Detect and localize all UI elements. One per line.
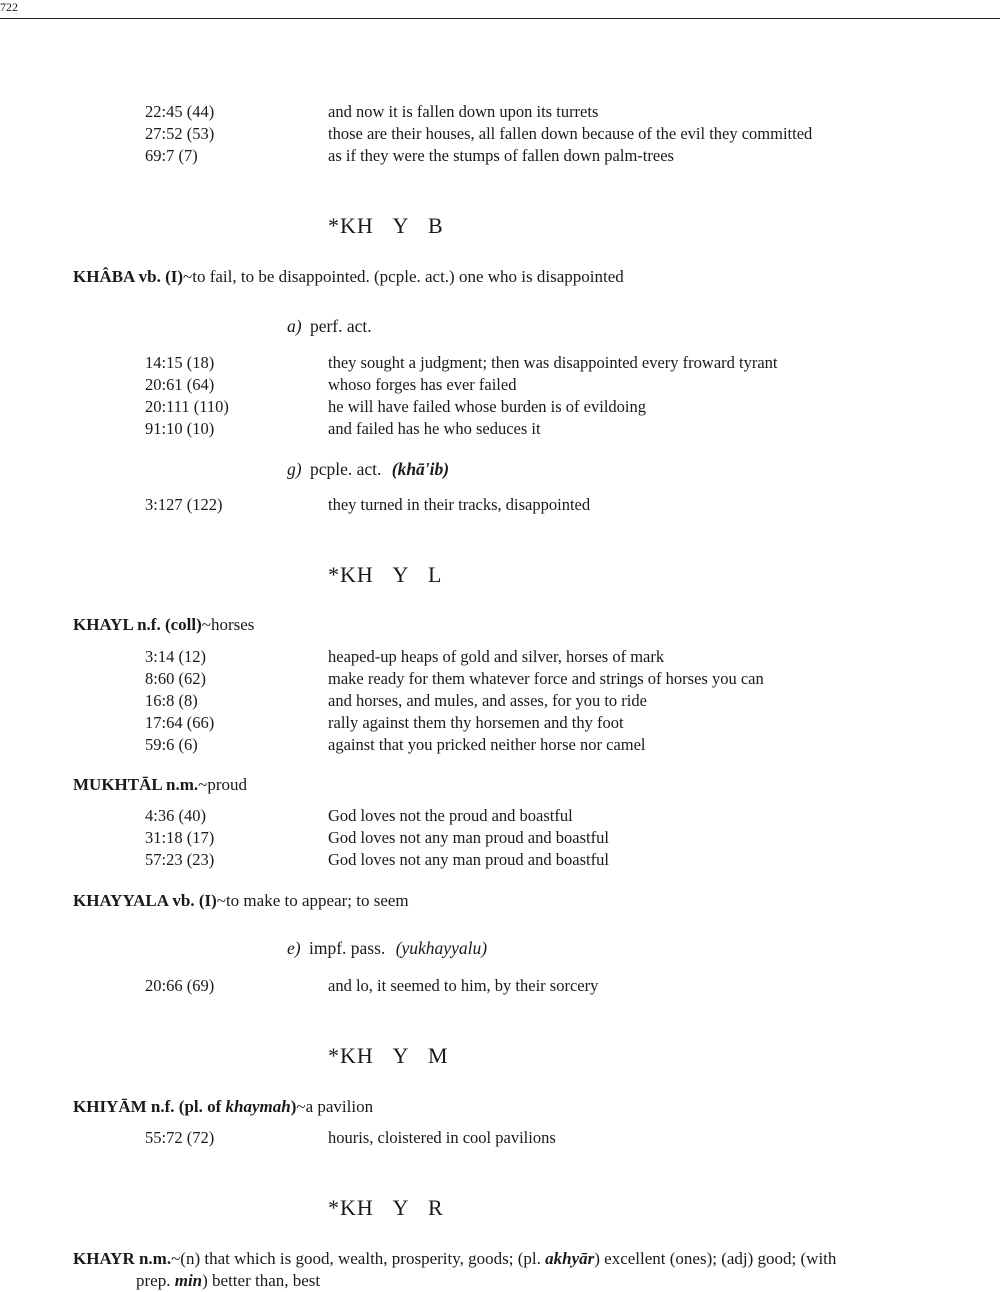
verse-ref: 27:52 (53) — [145, 124, 215, 143]
verse-row — [0, 805, 1000, 827]
verse-ref: 20:61 (64) — [145, 375, 215, 394]
header-rule — [0, 18, 1000, 19]
verse-ref: 14:15 (18) — [145, 353, 215, 372]
verse-text: God loves not any man proud and boastful — [328, 850, 609, 869]
verse-row — [0, 712, 1000, 734]
entry-definition: ~a pavilion — [296, 1097, 374, 1116]
entry-khiyam — [73, 1096, 373, 1118]
verse-text: heaped-up heaps of gold and silver, horses of mark — [328, 647, 665, 666]
verse-text: they turned in their tracks, disappointed — [328, 495, 591, 514]
verse-ref: 20:66 (69) — [145, 976, 215, 995]
verse-ref: 55:72 (72) — [145, 1128, 215, 1147]
verse-text: against that you pricked neither horse nor camel — [328, 735, 646, 754]
verse-text: and now it is fallen down upon its turrets — [328, 102, 599, 121]
entry-mukhtal — [73, 774, 247, 796]
verse-text: God loves not the proud and boastful — [328, 806, 573, 825]
subsection-letter: e) — [287, 938, 301, 958]
subsection-label: impf. pass. — [308, 938, 386, 958]
verse-row — [0, 975, 1000, 997]
entry-headword-italic: khaymah — [225, 1097, 291, 1116]
verse-row — [0, 849, 1000, 871]
verse-text: rally against them thy horsemen and thy foot — [328, 713, 624, 732]
verse-row — [0, 646, 1000, 668]
entry-definition-italic: akhyār — [545, 1249, 595, 1268]
entry-headword-close: ) — [290, 1097, 297, 1116]
root-heading-khyb: *KH Y B — [328, 213, 444, 238]
verse-ref: 69:7 (7) — [145, 146, 198, 165]
verse-row — [0, 734, 1000, 756]
entry-definition-cont: ) excellent (ones); (adj) good; (with — [594, 1249, 837, 1268]
verse-ref: 8:60 (62) — [145, 669, 206, 688]
verse-row — [0, 668, 1000, 690]
subsection-pcple-act — [287, 459, 449, 480]
verse-ref: 16:8 (8) — [145, 691, 198, 710]
root-heading-khyr: *KH Y R — [328, 1195, 444, 1220]
entry-definition: ~proud — [198, 775, 248, 794]
entry-definition: ~(n) that which is good, wealth, prosperity, goods; (pl. — [171, 1249, 546, 1268]
verse-ref: 57:23 (23) — [145, 850, 215, 869]
verse-row — [0, 374, 1000, 396]
entry-headword: MUKHTĀL n.m. — [73, 775, 199, 794]
entry-khaba — [73, 266, 624, 288]
verse-row — [0, 690, 1000, 712]
verse-text: those are their houses, all fallen down because of the evil they committed — [328, 124, 813, 143]
verse-ref: 31:18 (17) — [145, 828, 215, 847]
verse-row — [0, 101, 1000, 123]
subsection-letter: g) — [287, 459, 302, 479]
verse-ref: 20:111 (110) — [145, 397, 229, 416]
entry-definition: ~to fail, to be disappointed. (pcple. act.) one who is disappointed — [183, 267, 624, 286]
verse-row — [0, 352, 1000, 374]
verse-text: whoso forges has ever failed — [328, 375, 517, 394]
entry-headword: KHAYR n.m. — [73, 1249, 172, 1268]
verse-ref: 22:45 (44) — [145, 102, 215, 121]
verse-row — [0, 123, 1000, 145]
entry-headword: KHIYĀM n.f. (pl. of — [73, 1097, 226, 1116]
verse-row — [0, 494, 1000, 516]
verse-ref: 3:14 (12) — [145, 647, 206, 666]
verse-row — [0, 418, 1000, 440]
verse-row — [0, 827, 1000, 849]
page-number: 722 — [0, 0, 18, 14]
entry-khayyala — [73, 890, 409, 912]
entry-definition-line2-italic: min — [174, 1271, 203, 1290]
entry-definition-line2-end: ) better than, best — [202, 1271, 321, 1290]
verse-ref: 4:36 (40) — [145, 806, 206, 825]
subsection-label: perf. act. — [309, 316, 372, 336]
verse-row — [0, 145, 1000, 167]
entry-khayr — [73, 1248, 836, 1270]
verse-row — [0, 1127, 1000, 1149]
verse-text: God loves not any man proud and boastful — [328, 828, 609, 847]
verse-text: make ready for them whatever force and strings of horses you can — [328, 669, 764, 688]
verse-text: and lo, it seemed to him, by their sorcery — [328, 976, 599, 995]
verse-row — [0, 396, 1000, 418]
entry-definition-line2: prep. — [136, 1271, 175, 1290]
verse-ref: 3:127 (122) — [145, 495, 223, 514]
subsection-transliteration: (yukhayyalu) — [395, 938, 488, 958]
verse-ref: 59:6 (6) — [145, 735, 198, 754]
subsection-letter: a) — [287, 316, 302, 336]
entry-khayr-continuation — [136, 1270, 320, 1292]
entry-khayl — [73, 614, 254, 636]
subsection-transliteration: (khā'ib) — [391, 459, 450, 479]
entry-headword: KHAYYALA vb. (I) — [73, 891, 217, 910]
entry-definition: ~to make to appear; to seem — [216, 891, 409, 910]
subsection-impf-pass — [287, 938, 487, 959]
entry-headword: KHÂBA vb. (I) — [73, 267, 184, 286]
root-heading-khym: *KH Y M — [328, 1043, 449, 1068]
verse-ref: 91:10 (10) — [145, 419, 215, 438]
verse-text: and horses, and mules, and asses, for you to ride — [328, 691, 647, 710]
verse-text: and failed has he who seduces it — [328, 419, 541, 438]
root-heading-khyl: *KH Y L — [328, 562, 443, 587]
entry-definition: ~horses — [201, 615, 255, 634]
verse-text: houris, cloistered in cool pavilions — [328, 1128, 556, 1147]
subsection-perf-act — [287, 316, 372, 337]
verse-text: he will have failed whose burden is of evildoing — [328, 397, 647, 416]
entry-headword: KHAYL n.f. (coll) — [73, 615, 202, 634]
subsection-label: pcple. act. — [309, 459, 382, 479]
verse-text: they sought a judgment; then was disappointed every froward tyrant — [328, 353, 778, 372]
verse-ref: 17:64 (66) — [145, 713, 215, 732]
verse-text: as if they were the stumps of fallen down palm-trees — [328, 146, 674, 165]
